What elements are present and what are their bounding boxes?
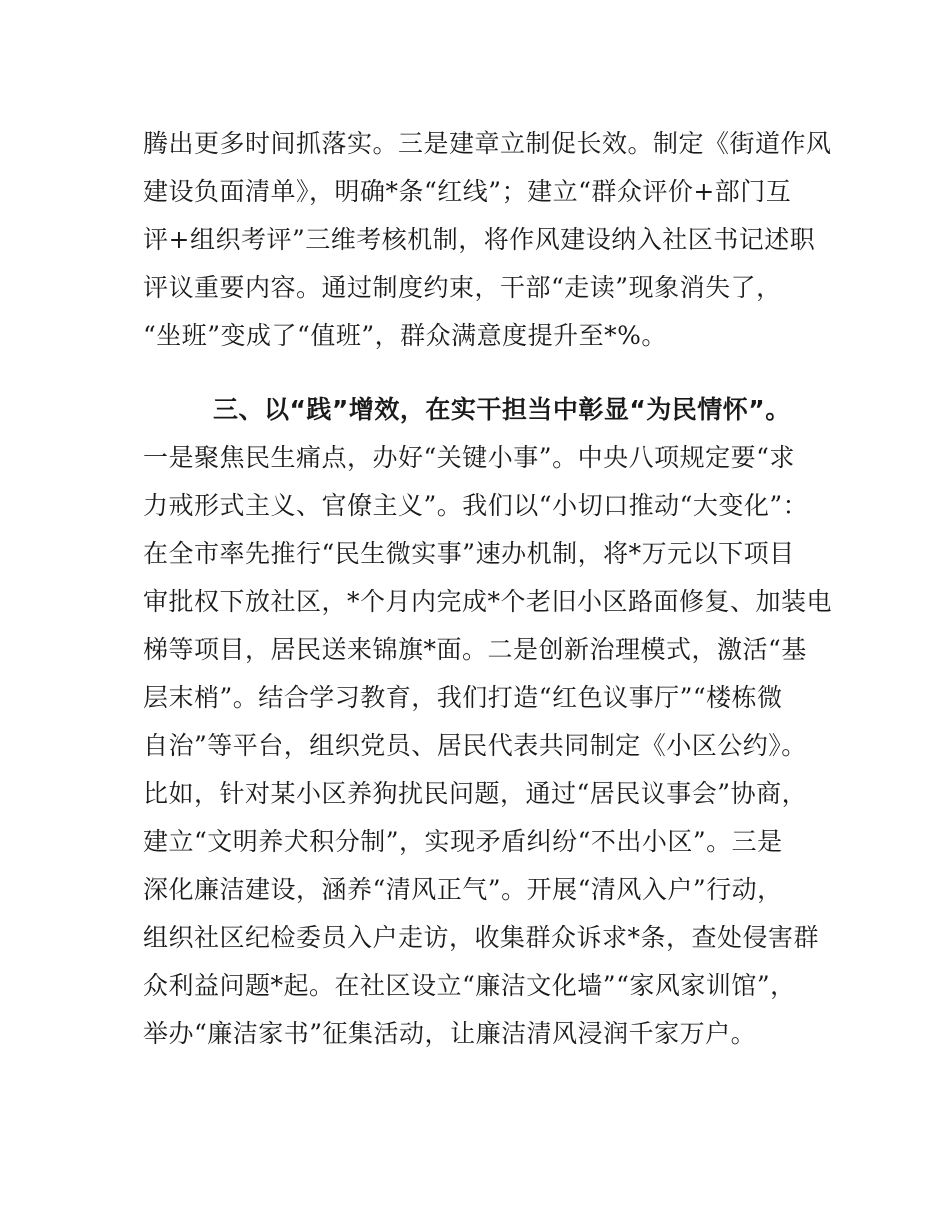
paragraph-2-line-12: 众利益问题*起。在社区设立“廉洁文化墙”“家风家训馆”， xyxy=(143,971,796,1000)
paragraph-2-line-6: 层末梢”。结合学习教育，我们打造“红色议事厅”“楼栋微 xyxy=(143,683,783,712)
paragraph-2-line-11: 组织社区纪检委员入户走访，收集群众诉求*条，查处侵害群 xyxy=(143,923,820,952)
paragraph-1-line-4: 评议重要内容。通过制度约束，干部“走读”现象消失了， xyxy=(143,273,782,302)
paragraph-1-line-3: 评+组织考评”三维考核机制，将作风建设纳入社区书记述职 xyxy=(143,225,816,254)
paragraph-2-line-2: 力戒形式主义、官僚主义”。我们以“小切口推动“大变化”： xyxy=(143,491,809,520)
paragraph-2-line-13: 举办“廉洁家书”征集活动，让廉洁清风浸润千家万户。 xyxy=(143,1019,757,1048)
paragraph-1-line-5: “坐班”变成了“值班”，群众满意度提升至*%。 xyxy=(143,321,667,350)
paragraph-1-line-2: 建设负面清单》，明确*条“红线”；建立“群众评价+部门互 xyxy=(143,177,792,206)
paragraph-2-line-9: 建立“文明养犬积分制”，实现矛盾纠纷“不出小区”。三是 xyxy=(143,827,783,856)
section-heading: 三、以“践”增效，在实干担当中彰显“为民情怀”。 xyxy=(213,395,791,424)
paragraph-2-line-3: 在全市率先推行“民生微实事”速办机制，将*万元以下项目 xyxy=(143,539,795,568)
paragraph-2-line-10: 深化廉洁建设，涵养“清风正气”。开展“清风入户”行动， xyxy=(143,875,783,904)
paragraph-2-line-8: 比如，针对某小区养狗扰民问题，通过“居民议事会”协商， xyxy=(143,779,808,808)
paragraph-2-line-5: 梯等项目，居民送来锦旗*面。二是创新治理模式，激活“基 xyxy=(143,635,807,664)
paragraph-2-line-1: 一是聚焦民生痛点，办好“关键小事”。中央八项规定要“求 xyxy=(143,443,795,472)
paragraph-1-line-1: 腾出更多时间抓落实。三是建章立制促长效。制定《街道作风 xyxy=(143,129,832,158)
paragraph-2-line-7: 自治”等平台，组织党员、居民代表共同制定《小区公约》。 xyxy=(143,731,807,760)
paragraph-2-line-4: 审批权下放社区，*个月内完成*个老旧小区路面修复、加装电 xyxy=(143,587,833,616)
